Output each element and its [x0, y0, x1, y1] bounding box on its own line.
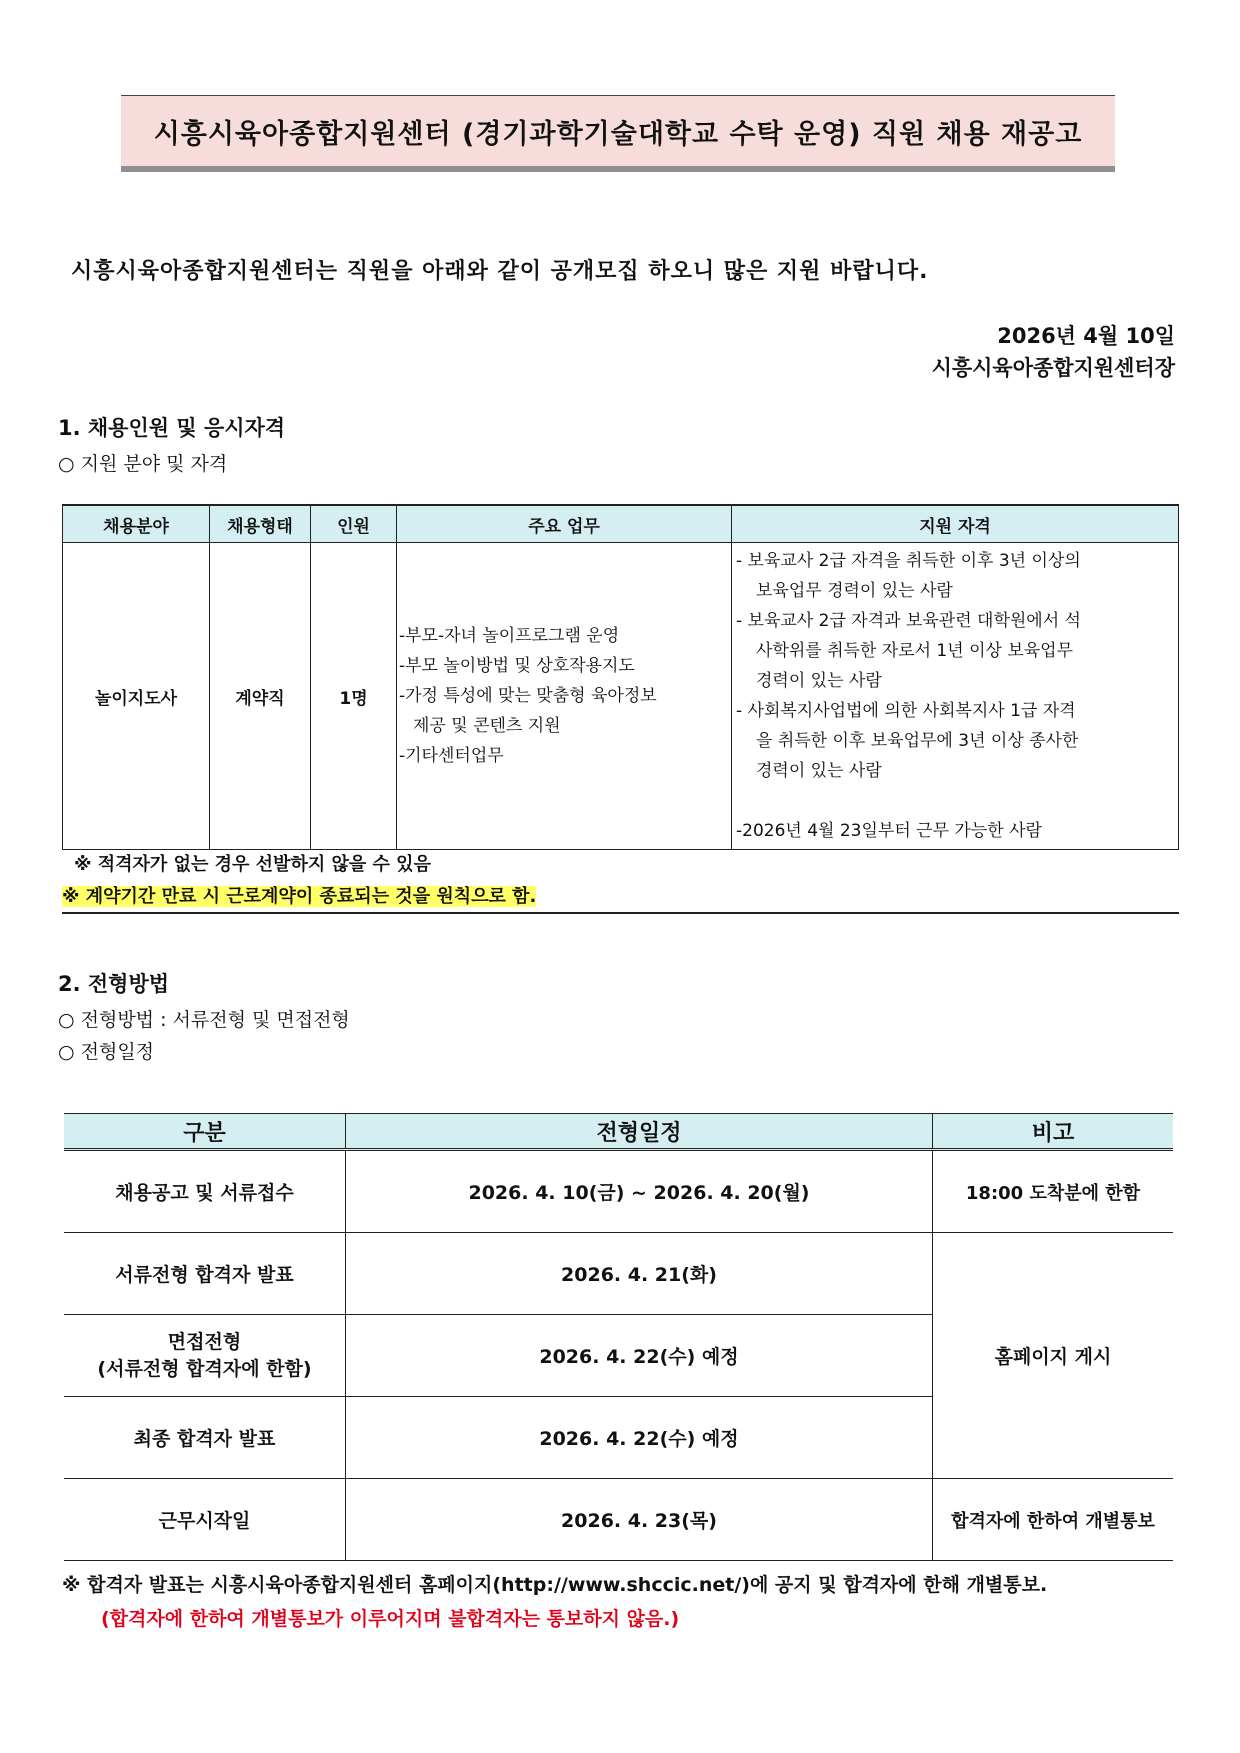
qual-line: - 사회복지사업법에 의한 사회복지사 1급 자격	[736, 701, 1076, 721]
row-label: 근무시작일	[64, 1479, 346, 1561]
col-header-quals: 지원 자격	[732, 505, 1179, 543]
note-no-qualified: ※ 적격자가 없는 경우 선발하지 않을 수 있음	[74, 854, 431, 875]
cell-count: 1명	[311, 543, 397, 850]
col-header-category: 구분	[64, 1114, 346, 1150]
row-note-merged: 홈페이지 게시	[933, 1233, 1174, 1479]
row-note: 18:00 도착분에 한함	[933, 1150, 1174, 1233]
duty-line: -부모-자녀 놀이프로그램 운영	[399, 626, 620, 646]
issuer: 시흥시육아종합지원센터장	[931, 356, 1175, 380]
qual-line: 을 취득한 이후 보육업무에 3년 이상 종사한	[756, 731, 1079, 751]
col-header-schedule: 전형일정	[346, 1114, 933, 1150]
row-date: 2026. 4. 22(수) 예정	[346, 1397, 933, 1479]
table-row	[64, 1150, 1173, 1233]
page-title: 시흥시육아종합지원센터 (경기과학기술대학교 수탁 운영) 직원 채용 재공고	[153, 118, 1083, 150]
qual-line: - 보육교사 2급 자격을 취득한 이후 3년 이상의	[736, 551, 1081, 571]
section2-heading: 2. 전형방법	[58, 972, 170, 996]
row-label: 서류전형 합격자 발표	[64, 1233, 346, 1315]
row-note: 합격자에 한하여 개별통보	[933, 1479, 1174, 1561]
duty-line: 제공 및 콘텐츠 지원	[413, 716, 561, 736]
row-label-line2: (서류전형 합격자에 한함)	[97, 1357, 312, 1380]
intro-text: 시흥시육아종합지원센터는 직원을 아래와 같이 공개모집 하오니 많은 지원 바랍니다.	[71, 259, 929, 284]
col-header-duties: 주요 업무	[397, 505, 732, 543]
cell-duties	[397, 543, 732, 850]
row-date: 2026. 4. 21(화)	[346, 1233, 933, 1315]
row-date: 2026. 4. 22(수) 예정	[346, 1315, 933, 1397]
qual-line: 경력이 있는 사람	[756, 671, 882, 691]
qual-line: 사학위를 취득한 자로서 1년 이상 보육업무	[756, 641, 1074, 661]
qual-line	[736, 786, 1174, 816]
col-header-field: 채용분야	[63, 505, 210, 543]
qual-line: -2026년 4월 23일부터 근무 가능한 사람	[736, 821, 1042, 841]
duty-line: -부모 놀이방법 및 상호작용지도	[399, 656, 635, 676]
footer-announcement: ※ 합격자 발표는 시흥시육아종합지원센터 홈페이지(http://www.shccic.net/)에 공지 및 합격자에 한해 개별통보.	[62, 1574, 1048, 1596]
duty-line: -기타센터업무	[399, 746, 504, 766]
row-date: 2026. 4. 10(금) ~ 2026. 4. 20(월)	[346, 1150, 933, 1233]
section2-bullet-schedule: ○ 전형일정	[58, 1041, 155, 1063]
col-header-type: 채용형태	[210, 505, 311, 543]
row-label	[64, 1315, 346, 1397]
row-date: 2026. 4. 23(목)	[346, 1479, 933, 1561]
recruitment-table	[62, 504, 1179, 850]
title-banner	[121, 95, 1115, 172]
table-row	[63, 543, 1179, 850]
footer-note-red: (합격자에 한하여 개별통보가 이루어지며 불합격자는 통보하지 않음.)	[101, 1608, 680, 1630]
cell-type: 계약직	[210, 543, 311, 850]
col-header-remarks: 비고	[933, 1114, 1174, 1150]
section2-bullet-method: ○ 전형방법 : 서류전형 및 면접전형	[58, 1009, 350, 1031]
note-contract	[62, 882, 1179, 914]
qual-line: 보육업무 경력이 있는 사람	[756, 581, 953, 601]
cell-quals	[732, 543, 1179, 850]
section1-bullet: ○ 지원 분야 및 자격	[58, 453, 228, 475]
table-row	[64, 1233, 1173, 1315]
schedule-table	[64, 1113, 1173, 1561]
notice-date: 2026년 4월 10일	[997, 324, 1175, 348]
row-label-line1: 면접전형	[167, 1330, 242, 1353]
cell-field: 놀이지도사	[63, 543, 210, 850]
qual-line: - 보육교사 2급 자격과 보육관련 대학원에서 석	[736, 611, 1081, 631]
table-row	[64, 1479, 1173, 1561]
section1-heading: 1. 채용인원 및 응시자격	[58, 416, 286, 440]
qual-line: 경력이 있는 사람	[756, 761, 882, 781]
row-label: 최종 합격자 발표	[64, 1397, 346, 1479]
note-contract-text: ※ 계약기간 만료 시 근로계약이 종료되는 것을 원칙으로 함.	[62, 886, 537, 907]
row-label: 채용공고 및 서류접수	[64, 1150, 346, 1233]
duty-line: -가정 특성에 맞는 맞춤형 육아정보	[399, 686, 657, 706]
col-header-count: 인원	[311, 505, 397, 543]
